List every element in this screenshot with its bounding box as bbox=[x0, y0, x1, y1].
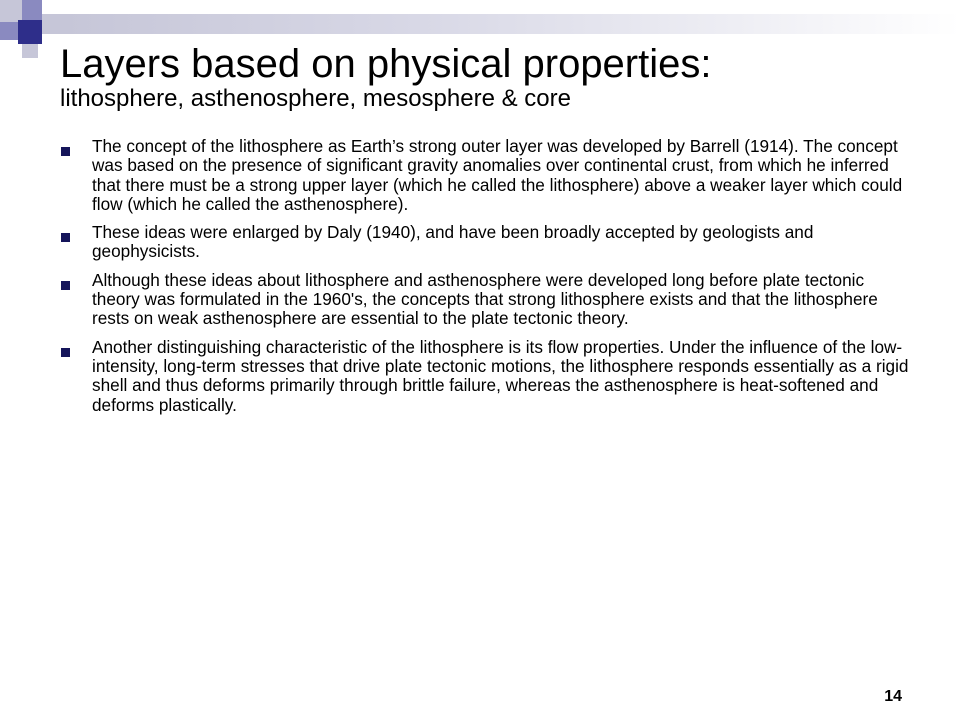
decor-square bbox=[22, 0, 42, 20]
square-bullet-icon bbox=[61, 233, 70, 242]
decor-square bbox=[18, 20, 42, 44]
bullet-item bbox=[60, 338, 910, 415]
decor-square bbox=[42, 0, 62, 14]
bullet-item bbox=[60, 271, 910, 329]
bullet-item bbox=[60, 223, 910, 262]
square-bullet-icon bbox=[61, 348, 70, 357]
decor-square bbox=[42, 14, 62, 34]
title-gradient-bar bbox=[62, 14, 960, 34]
slide-title: Layers based on physical properties: bbox=[60, 42, 712, 86]
title-block bbox=[60, 40, 940, 118]
bullet-text: Although these ideas about lithosphere and asthenosphere were developed long before plate tectonic theory was formulated in the 1960's, the concepts that strong lithosphere exists and that the lithosphere rests on weak asthenosphere are essential to the plate tectonic theory. bbox=[92, 269, 878, 329]
square-bullet-icon bbox=[61, 281, 70, 290]
slide-number: 14 bbox=[884, 688, 902, 705]
bullet-list bbox=[60, 137, 910, 424]
bullet-text: Another distinguishing characteristic of the lithosphere is its flow properties. Under the influence of the low-intensity, long-term stresses that drive plate tectonic motions, the lithosphere responds essentially as a rigid shell and thus deforms primarily through brittle failure, whereas the asthenosphere is heat-softened and deforms plastically. bbox=[92, 336, 909, 415]
slide-subtitle: lithosphere, asthenosphere, mesosphere & core bbox=[60, 85, 571, 112]
decor-square bbox=[22, 44, 38, 58]
bullet-text: These ideas were enlarged by Daly (1940), and have been broadly accepted by geologists and geophysicists. bbox=[92, 222, 814, 262]
decor-square bbox=[0, 0, 22, 22]
decor-square bbox=[0, 22, 18, 40]
square-bullet-icon bbox=[61, 147, 70, 156]
bullet-item bbox=[60, 137, 910, 214]
bullet-text: The concept of the lithosphere as Earth’s strong outer layer was developed by Barrell (1914). The concept was based on the presence of significant gravity anomalies over continental crust, from which he inferred that there must be a strong upper layer (which he called the lithosphere) above a weaker layer which could flow (which he called the asthenosphere). bbox=[92, 136, 903, 214]
